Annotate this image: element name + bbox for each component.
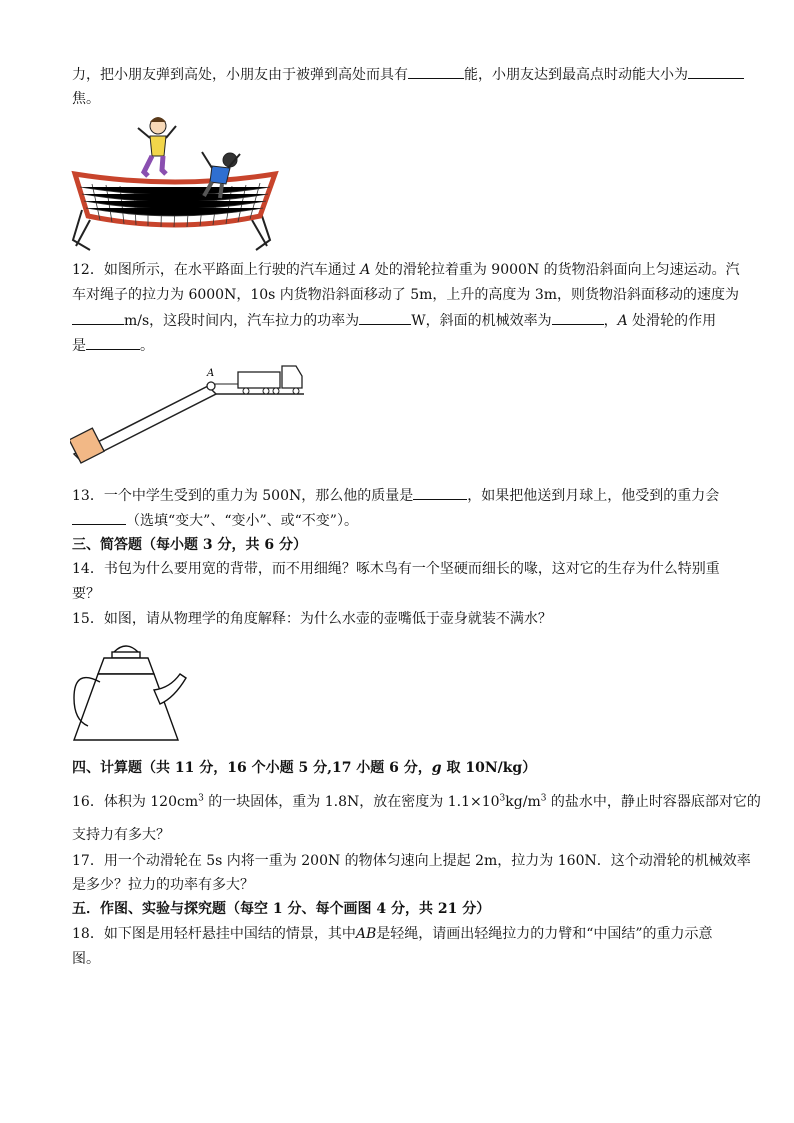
kettle-spout: [154, 674, 186, 704]
q16-exp-2: 3: [499, 793, 506, 804]
q11-line1: [72, 64, 744, 85]
q12-var-a-2: A: [617, 313, 628, 329]
q12-text-f: 处滑轮的作用: [632, 313, 717, 329]
kettle-lid: [112, 652, 140, 658]
q16-exp-1: 3: [198, 793, 204, 804]
q16-exp-3: 3: [540, 793, 547, 804]
kettle-neck: [98, 658, 154, 674]
pulley-a: [207, 382, 215, 390]
q12-text-g: 是: [72, 338, 86, 354]
section-5-heading: 五．作图、实验与探究题（每空 1 分、每个画图 4 分，共 21 分）: [72, 901, 491, 917]
q16-unit-density: kg/m: [505, 794, 541, 810]
section-4-g: g: [431, 760, 442, 776]
child-jumping-high: [138, 117, 176, 176]
q14-line1: 14．书包为什么要用宽的背带，而不用细绳？啄木鸟有一个坚硬而细长的喙，这对它的生存为什么特别重: [72, 561, 720, 577]
q13-blank-moon[interactable]: [72, 510, 126, 525]
q11-blank-1[interactable]: [408, 64, 464, 79]
q13-blank-mass[interactable]: [413, 485, 467, 500]
q11-line2: 焦。: [72, 91, 100, 107]
q12-blank-efficiency[interactable]: [552, 310, 604, 325]
q11-text-a: 力，把小朋友弹到高处，小朋友由于被弹到高处而具有: [72, 67, 408, 83]
incline-truck-figure: [70, 358, 310, 474]
q13-text-b: ，如果把他送到月球上，他受到的重力会: [467, 488, 720, 504]
kettle: [74, 646, 186, 740]
q12-var-a: A: [360, 262, 371, 278]
q12-blank-pulley[interactable]: [86, 335, 140, 350]
q15-line1: 15．如图，请从物理学的角度解释：为什么水壶的壶嘴低于壶身就装不满水？: [72, 611, 552, 627]
q12-text-b: 处的滑轮拉着重为 9000N 的货物沿斜面向上匀速运动。汽: [374, 262, 740, 278]
q16-text-d: 的盐水中，静止时容器底部对它的: [546, 794, 761, 810]
q18-text-a: 18．如下图是用轻杆悬挂中国结的情景，其中: [72, 926, 356, 942]
q13-line1: [72, 485, 719, 506]
kettle-figure: [70, 638, 188, 746]
q16-unit-cm: cm: [177, 794, 199, 810]
q12-line2: 车对绳子的拉力为 6000N，10s 内货物沿斜面移动了 5m，上升的高度为 3m，则货物沿斜面移动的速度为: [72, 287, 740, 303]
q11-blank-2[interactable]: [688, 64, 744, 79]
q12-text-a: 12．如图所示，在水平路面上行驶的汽车通过: [72, 262, 356, 278]
q12-text-c: m/s，这段时间内，汽车拉力的功率为: [124, 313, 360, 329]
cargo-block: [70, 428, 104, 463]
section-4-heading: [72, 758, 536, 778]
q12-blank-power[interactable]: [359, 310, 411, 325]
q12-text-e: ，: [603, 313, 618, 329]
q13-line2: [72, 510, 358, 531]
q13-text-c: （选填“变大”、“变小”、或“不变”）。: [126, 513, 358, 529]
q12-text-d: W，斜面的机械效率为: [411, 313, 552, 329]
q16-text-a: 16．体积为 120: [72, 794, 177, 810]
q12-line3: [72, 310, 716, 331]
section-4-text-a: 四、计算题（共 11 分，16 个小题 5 分,17 小题 6 分，: [72, 760, 432, 776]
q18-line2: 图。: [72, 951, 100, 967]
kettle-body: [74, 674, 178, 740]
q12-text-h: 。: [140, 338, 154, 354]
kettle-lid-knob: [114, 646, 138, 652]
q12-line4: [72, 335, 154, 356]
section-3-heading: 三、简答题（每小题 3 分，共 6 分）: [72, 537, 307, 553]
q16-line2: 支持力有多大？: [72, 827, 170, 843]
q12-blank-speed[interactable]: [72, 310, 124, 325]
pulley-label-a: A: [207, 368, 215, 379]
q13-text-a: 13．一个中学生受到的重力为 500N，那么他的质量是: [72, 488, 414, 504]
q12-line1: [72, 260, 740, 280]
truck: [238, 366, 302, 394]
q17-line2: 是多少？拉力的功率有多大？: [72, 877, 254, 893]
section-4-text-b: 取 10N/kg）: [441, 760, 537, 776]
q18-var-ab: AB: [355, 926, 377, 942]
q11-text-b: 能，小朋友达到最高点时动能大小为: [464, 67, 688, 83]
q14-line2: 要？: [72, 586, 100, 602]
q16-text-b: 的一块固体，重为 1.8N，放在密度为 1.1×10: [203, 794, 500, 810]
q17-line1: 17．用一个动滑轮在 5s 内将一重为 200N 的物体匀速向上提起 2m，拉力为 160N．这个动滑轮的机械效率: [72, 853, 751, 869]
trampoline-figure: [70, 112, 280, 254]
q18-line1: [72, 924, 713, 944]
q18-text-b: 是轻绳，请画出轻绳拉力的力臂和“中国结”的重力示意: [376, 926, 713, 942]
rope: [102, 385, 210, 440]
q16-line1: [72, 792, 761, 812]
